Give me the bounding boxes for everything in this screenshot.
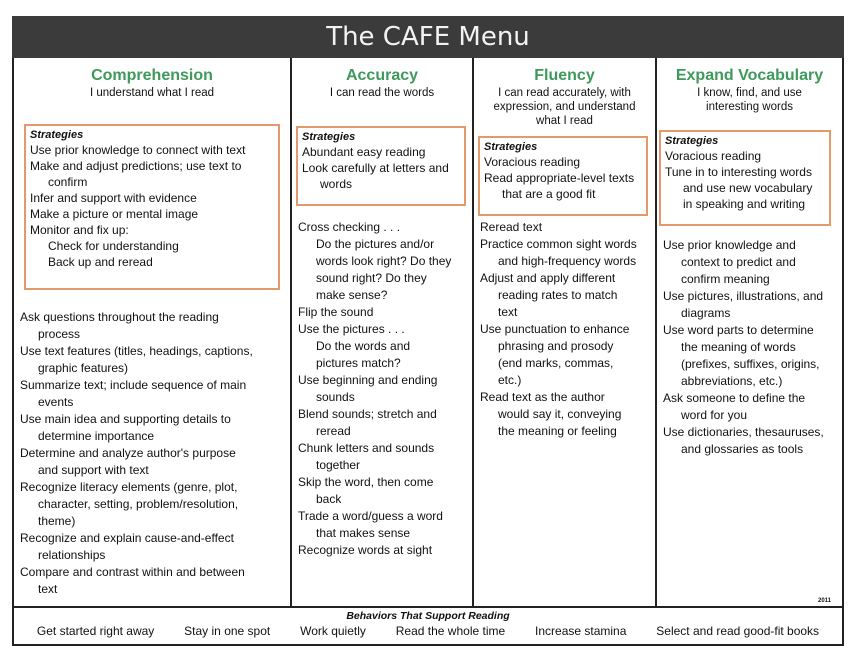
list-item: Use dictionaries, thesauruses, [663,425,824,439]
list-item: Skip the word, then come [298,475,434,489]
list-item-continuation: phrasing and prosody [498,339,614,353]
column-subtitle: interesting words [706,101,793,113]
list-item-continuation: Check for understanding [48,239,179,253]
list-item-continuation: in speaking and writing [683,197,806,211]
list-item: Adjust and apply different [480,271,616,285]
behavior-item: Read the whole time [395,624,506,638]
list-item: Tune in to interesting words [665,165,812,179]
column-heading: Fluency [534,67,595,84]
strategies-label: Strategies [665,135,719,147]
list-item-continuation: Do the words and [316,339,411,353]
list-item: Ask someone to define the [663,391,806,405]
list-item-continuation: and high-frequency words [498,254,637,268]
strategies-box [478,136,648,216]
list-item: Flip the sound [298,305,374,319]
column-heading: Expand Vocabulary [675,67,824,84]
behavior-item: Increase stamina [535,624,627,638]
behaviors-title: Behaviors That Support Reading [346,610,510,622]
list-item-continuation: Back up and reread [48,255,153,269]
list-item: Use beginning and ending [298,373,438,387]
list-item-continuation: words [320,177,353,191]
column-subtitle: expression, and understand [493,101,636,113]
strategy-list [298,220,468,560]
list-item-continuation: context to predict and [681,255,796,269]
page-title: The CAFE Menu [12,16,844,58]
list-item-continuation: (prefixes, suffixes, origins, [681,357,820,371]
list-item: Chunk letters and sounds [298,441,435,455]
list-item-continuation: (end marks, commas, [498,356,614,370]
column-subtitle: I can read accurately, with [498,87,631,99]
list-item: Look carefully at letters and [302,161,449,175]
list-item-continuation: reading rates to match [498,288,618,302]
list-item-continuation: together [316,458,361,472]
list-item: Use prior knowledge to connect with text [30,143,246,157]
list-item-continuation: etc.) [498,373,522,387]
list-item-continuation: Do the pictures and/or [316,237,435,251]
list-item: Monitor and fix up: [30,223,129,237]
list-item-continuation: text [498,305,518,319]
list-item-continuation: pictures match? [316,356,401,370]
list-item: Blend sounds; stretch and [298,407,437,421]
strategies-label: Strategies [484,141,538,153]
list-item-continuation: sound right? Do they [316,271,427,285]
column-subtitle: I know, find, and use [697,87,802,99]
list-item-continuation: and use new vocabulary [683,181,813,195]
behavior-item: Get started right away [36,624,155,638]
list-item-continuation: the meaning or feeling [498,424,617,438]
column-heading: Comprehension [91,67,213,84]
list-item-continuation: words look right? Do they [316,254,452,268]
list-item: Use prior knowledge and [663,238,796,252]
strategy-list [663,238,838,459]
list-item: Read text as the author [480,390,605,404]
list-item: Make a picture or mental image [30,207,199,221]
column-fluency [474,62,655,602]
list-item-continuation: and support with text [38,463,149,477]
list-item: Use punctuation to enhance [480,322,630,336]
strategies-label: Strategies [302,131,356,143]
column-heading: Accuracy [345,67,419,84]
list-item: Voracious reading [484,155,581,169]
column-subtitle: what I read [536,115,593,127]
behaviors-section [12,606,844,646]
list-item: Determine and analyze author's purpose [20,446,236,460]
strategies-box [659,130,831,226]
list-item-continuation: would say it, conveying [498,407,622,421]
list-item-continuation: abbreviations, etc.) [681,374,783,388]
year-label: 2011 [818,598,832,604]
list-item-continuation: back [316,492,342,506]
list-item: Abundant easy reading [302,145,426,159]
list-item-continuation: confirm [48,175,88,189]
list-item: Recognize literacy elements (genre, plot, [20,480,238,494]
list-item: Practice common sight words [480,237,637,251]
list-item: Infer and support with evidence [30,191,197,205]
list-item-continuation: relationships [38,548,106,562]
list-item-continuation: make sense? [316,288,388,302]
list-item-continuation: diagrams [681,306,731,320]
list-item: Read appropriate-level texts [484,171,635,185]
list-item: Make and adjust predictions; use text to [30,159,242,173]
list-item-continuation: reread [316,424,351,438]
list-item: Use the pictures . . . [298,322,405,336]
behavior-item: Work quietly [300,624,366,638]
list-item-continuation: the meaning of words [681,340,796,354]
list-item: Trade a word/guess a word [298,509,443,523]
strategies-box [296,126,466,206]
list-item-continuation: and glossaries as tools [681,442,804,456]
behavior-item: Stay in one spot [184,624,271,638]
list-item: Use pictures, illustrations, and [663,289,824,303]
list-item-continuation: graphic features) [38,361,129,375]
list-item-continuation: that makes sense [316,526,411,540]
list-item-continuation: events [38,395,74,409]
list-item-continuation: text [38,582,58,596]
strategies-box [24,124,280,290]
list-item: Summarize text; include sequence of main [20,378,247,392]
column-subtitle: I can read the words [329,87,435,99]
list-item: Recognize words at sight [298,543,433,557]
list-item: Reread text [480,220,543,234]
behaviors-list [12,623,844,639]
strategy-list [20,310,286,599]
strategy-list [480,220,651,441]
column-comprehension [14,62,290,602]
list-item: Use main idea and supporting details to [20,412,231,426]
behavior-item: Select and read good-fit books [656,624,820,638]
list-item: Use text features (titles, headings, captions, [20,344,253,358]
list-item-continuation: sounds [316,390,355,404]
list-item-continuation: process [38,327,81,341]
column-expand-vocabulary [657,62,842,602]
list-item-continuation: character, setting, problem/resolution, [38,497,239,511]
list-item-continuation: confirm meaning [681,272,770,286]
list-item: Use word parts to determine [663,323,814,337]
column-subtitle: I understand what I read [89,87,215,99]
list-item: Ask questions throughout the reading [20,310,219,324]
strategies-label: Strategies [30,129,84,141]
list-item-continuation: that are a good fit [502,187,596,201]
column-accuracy [292,62,472,602]
list-item: Voracious reading [665,149,762,163]
list-item-continuation: word for you [681,408,748,422]
list-item-continuation: theme) [38,514,76,528]
list-item: Recognize and explain cause-and-effect [20,531,234,545]
list-item-continuation: determine importance [38,429,155,443]
list-item: Compare and contrast within and between [20,565,245,579]
list-item: Cross checking . . . [298,220,401,234]
